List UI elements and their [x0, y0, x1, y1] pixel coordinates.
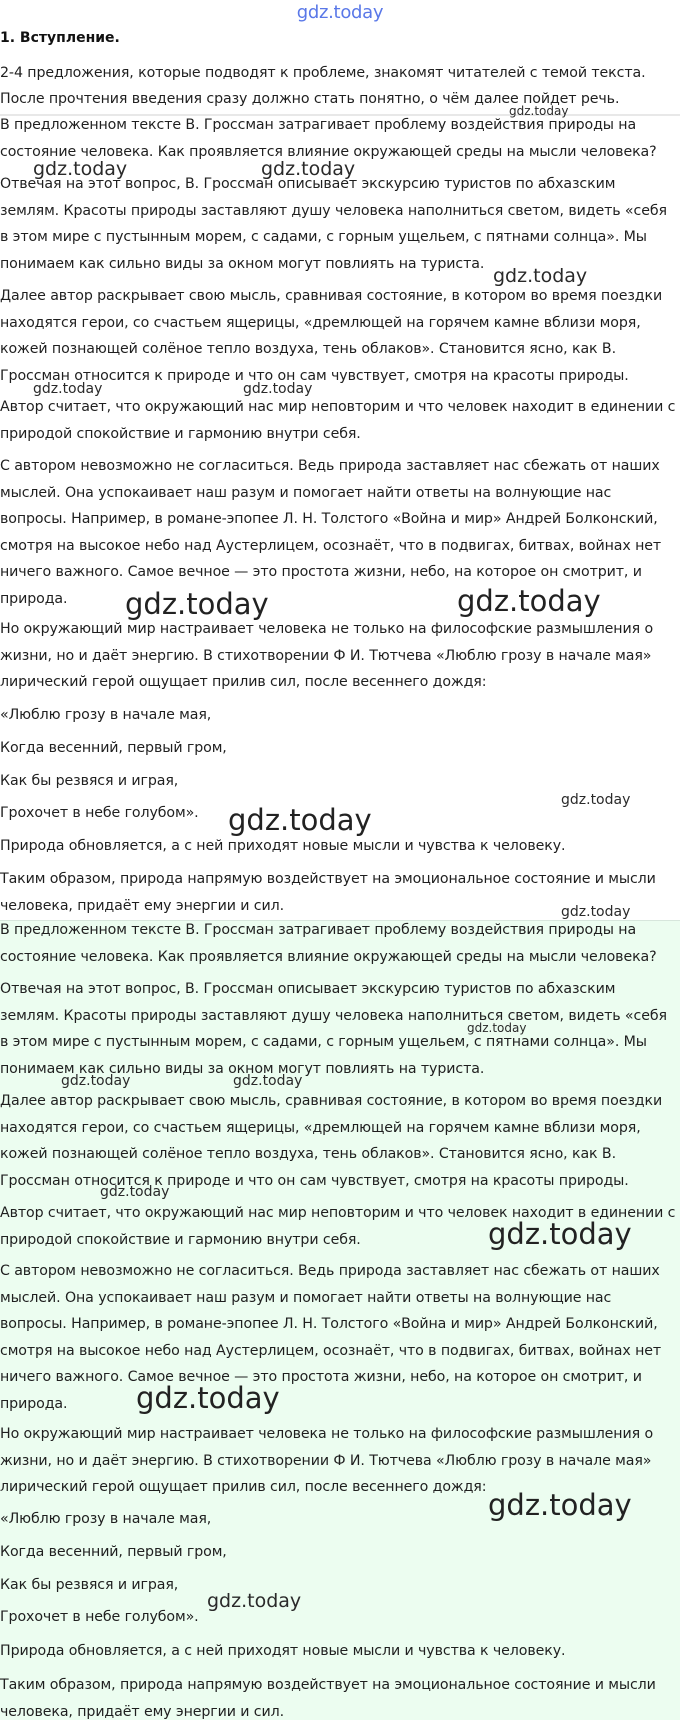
watermark-3: gdz.today — [261, 158, 356, 180]
watermark-18: gdz.today — [488, 1488, 632, 1522]
essay1-p1: В предложенном тексте В. Гроссман затрагивает проблему воздействия природы на состояние человека. Как проявляется влияние окружающей среды на мысли человека? — [0, 117, 657, 160]
site-logo[interactable]: gdz.today — [296, 2, 384, 23]
intro-line-1: 2-4 предложения, которые подводят к проблеме, знакомят читателей с темой текста. — [0, 65, 646, 81]
essay1-poem2: Когда весенний, первый гром, — [0, 740, 227, 756]
essay1-p2: Отвечая на этот вопрос, В. Гроссман описывает экскурсию туристов по абхазским землям. Красоты природы заставляют душу человека наполниться светом, видеть «себя в этом мире с пустынным морем, с садами, с горным ущельем, с пятнами солнца». Мы понимаем как сильно виды за окном могут повлиять на туриста. — [0, 176, 667, 272]
essay1-poem4: Грохочет в небе голубом». — [0, 805, 199, 821]
watermark-16: gdz.today — [488, 1217, 632, 1251]
watermark-14: gdz.today — [233, 1073, 303, 1089]
watermark-19: gdz.today — [207, 1590, 302, 1612]
essay2-poem3: Как бы резвяся и играя, — [0, 1577, 179, 1593]
essay2-p6: Но окружающий мир настраивает человека не только на философские размышления о жизни, но и даёт энергию. В стихотворении Ф И. Тютчева «Люблю грозу в начале мая» лирический герой ощущает прилив сил, после весеннего дождя: — [0, 1426, 654, 1495]
essay1-p3: Далее автор раскрывает свою мысль, сравнивая состояние, в котором во время поездки находятся герои, со счастьем ящерицы, «дремлющей на горячем камне вблизи моря, кожей познающей солёное тепло воздуха, тень облаков». Становится ясно, как В. Гроссман относится к природе и что он сам чувствует, смотря на красоты природы. — [0, 288, 663, 384]
essay2-p3: Далее автор раскрывает свою мысль, сравнивая состояние, в котором во время поездки находятся герои, со счастьем ящерицы, «дремлющей на горячем камне вблизи моря, кожей познающей солёное тепло воздуха, тень облаков». Становится ясно, как В. Гроссман относится к природе и что он сам чувствует, смотря на красоты природы. — [0, 1093, 663, 1189]
essay1-p4: Автор считает, что окружающий нас мир неповторим и что человек находит в единении с природой спокойствие и гармонию внутри себя. — [0, 399, 676, 442]
essay1-poem1: «Люблю грозу в начале мая, — [0, 707, 212, 723]
watermark-2: gdz.today — [33, 158, 128, 180]
essay2-p5: С автором невозможно не согласиться. Ведь природа заставляет нас сбежать от наших мыслей. Она успокаивает наш разум и помогает найти ответы на волнующие нас вопросы. Например, в романе-эпопее Л. Н. Толстого «Война и мир» Андрей Болконский, смотря на высокое небо над Аустерлицем, осознаёт, что в подвигах, битвах, войнах нет ничего важного. Самое вечное — это простота жизни, небо, на которое он смотрит, и природа. — [0, 1263, 662, 1412]
watermark-13: gdz.today — [61, 1073, 131, 1089]
watermark-17: gdz.today — [136, 1381, 280, 1415]
watermark-12: gdz.today — [467, 1021, 527, 1035]
essay2-p4: Автор считает, что окружающий нас мир неповторим и что человек находит в единении с природой спокойствие и гармонию внутри себя. — [0, 1205, 676, 1248]
essay1-p7: Природа обновляется, а с ней приходят новые мысли и чувства к человеку. — [0, 838, 566, 854]
section-title: 1. Вступление. — [0, 30, 120, 46]
watermark-15: gdz.today — [100, 1184, 170, 1200]
watermark-4: gdz.today — [493, 265, 588, 287]
essay2-p1: В предложенном тексте В. Гроссман затрагивает проблему воздействия природы на состояние человека. Как проявляется влияние окружающей среды на мысли человека? — [0, 922, 657, 965]
essay2-p7: Природа обновляется, а с ней приходят новые мысли и чувства к человеку. — [0, 1643, 566, 1659]
essay1-p8: Таким образом, природа напрямую воздействует на эмоциональное состояние и мысли человека, придаёт ему энергии и сил. — [0, 871, 656, 914]
essay2-poem4: Грохочет в небе голубом». — [0, 1609, 199, 1625]
essay1-p6: Но окружающий мир настраивает человека не только на философские размышления о жизни, но и даёт энергию. В стихотворении Ф И. Тютчева «Люблю грозу в начале мая» лирический герой ощущает прилив сил, после весеннего дождя: — [0, 621, 654, 690]
watermark-11: gdz.today — [561, 904, 631, 920]
watermark-1: gdz.today — [509, 104, 569, 118]
watermark-5: gdz.today — [33, 381, 103, 397]
watermark-9: gdz.today — [561, 792, 631, 808]
essay1-p5: С автором невозможно не согласиться. Ведь природа заставляет нас сбежать от наших мыслей. Она успокаивает наш разум и помогает найти ответы на волнующие нас вопросы. Например, в романе-эпопее Л. Н. Толстого «Война и мир» Андрей Болконский, смотря на высокое небо над Аустерлицем, осознаёт, что в подвигах, битвах, войнах нет ничего важного. Самое вечное — это простота жизни, небо, на которое он смотрит, и природа. — [0, 458, 662, 607]
essay2-p2: Отвечая на этот вопрос, В. Гроссман описывает экскурсию туристов по абхазским землям. Красоты природы заставляют душу человека наполниться светом, видеть «себя в этом мире с пустынным морем, с садами, с горным ущельем, с пятнами солнца». Мы понимаем как сильно виды за окном могут повлиять на туриста. — [0, 981, 667, 1077]
watermark-6: gdz.today — [243, 381, 313, 397]
essay2-p8: Таким образом, природа напрямую воздействует на эмоциональное состояние и мысли человека, придаёт ему энергии и сил. — [0, 1677, 656, 1720]
watermark-7: gdz.today — [125, 587, 269, 621]
watermark-10: gdz.today — [228, 803, 372, 837]
essay1-poem3: Как бы резвяся и играя, — [0, 773, 179, 789]
intro-line-2: После прочтения введения сразу должно стать понятно, о чём далее пойдет речь. — [0, 91, 620, 107]
essay2-poem2: Когда весенний, первый гром, — [0, 1544, 227, 1560]
watermark-8: gdz.today — [457, 584, 601, 618]
essay2-poem1: «Люблю грозу в начале мая, — [0, 1511, 212, 1527]
